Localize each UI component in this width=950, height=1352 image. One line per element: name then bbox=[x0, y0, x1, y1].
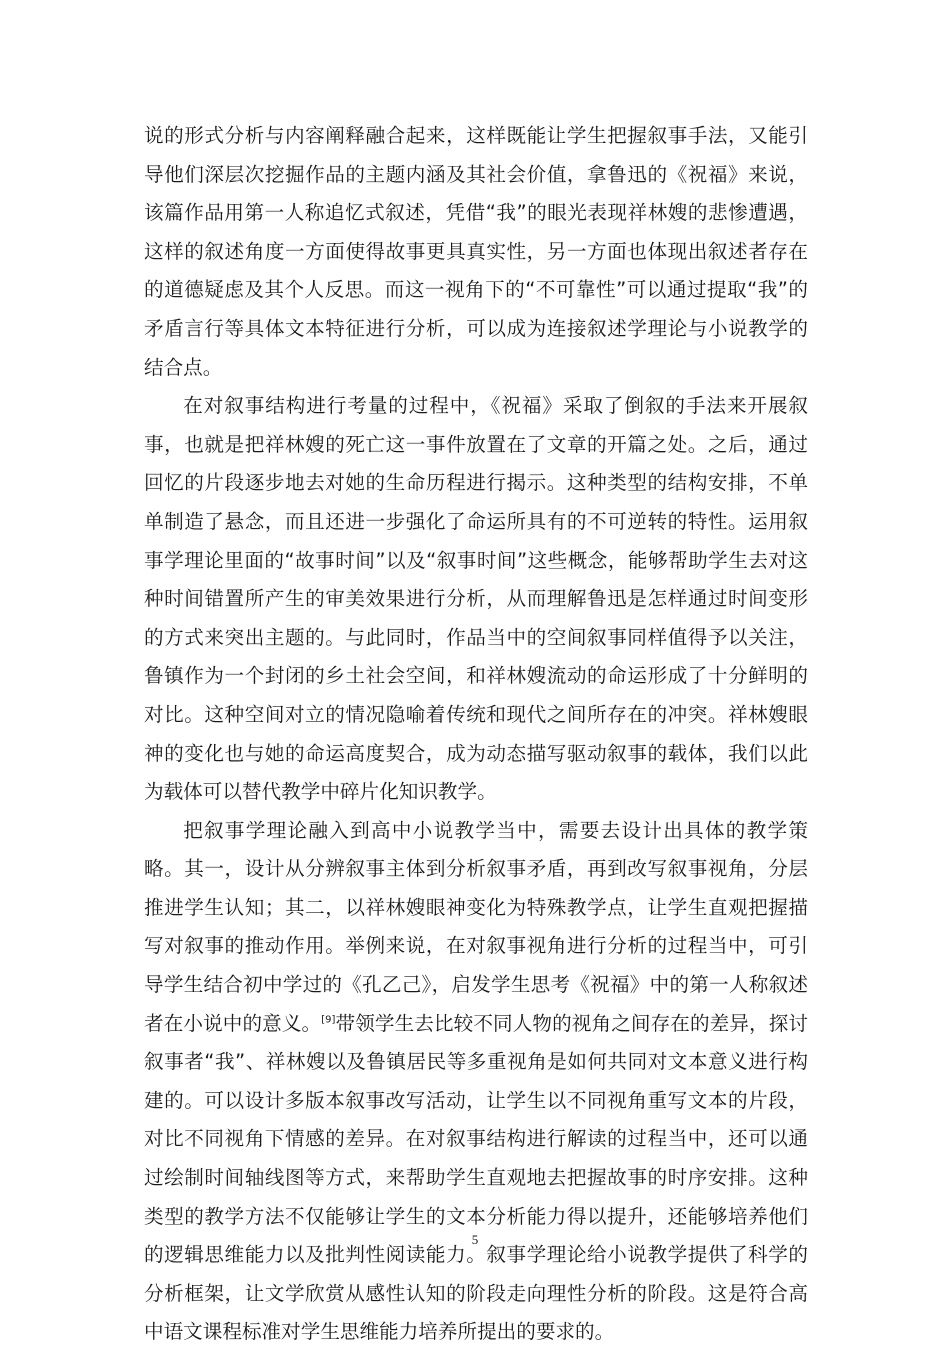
paragraph-2: 在对叙事结构进行考量的过程中，《祝福》采取了倒叙的手法来开展叙事，也就是把祥林嫂的死亡这一事件放置在了文章的开篇之处。之后，通过回忆的片段逐步地去对她的生命历程进行揭示。这种类型的结构安排，不单单制造了悬念，而且还进一步强化了命运所具有的不可逆转的特性。运用叙事学理论里面的“故事时间”以及“叙事时间”这些概念，能够帮助学生去对这种时间错置所产生的审美效果进行分析，从而理解鲁迅是怎样通过时间变形的方式来突出主题的。与此同时，作品当中的空间叙事同样值得予以关注，鲁镇作为一个封闭的乡土社会空间，和祥林嫂流动的命运形成了十分鲜明的对比。这种空间对立的情况隐喻着传统和现代之间所存在的冲突。祥林嫂眼神的变化也与她的命运高度契合，成为动态描写驱动叙事的载体，我们以此为载体可以替代教学中碎片化知识教学。 bbox=[144, 394, 808, 804]
page-number: 5 bbox=[471, 1232, 479, 1247]
paragraph-3-part-1: 把叙事学理论融入到高中小说教学当中，需要去设计出具体的教学策略。其一，设计从分辨叙事主体到分析叙事矛盾，再到改写叙事视角，分层推进学生认知；其二，以祥林嫂眼神变化为特殊教学点，让学生直观把握描写对叙事的推动作用。举例来说，在对叙事视角进行分析的过程当中，可引导学生结合初中学过的《孔乙己》，启发学生思考《祝福》中的第一人称叙述者在小说中的意义。 bbox=[144, 818, 808, 1035]
paragraph-3-part-2: 带领学生去比较不同人物的视角之间存在的差异，探讨叙事者“我”、祥林嫂以及鲁镇居民等多重视角是如何共同对文本意义进行构建的。可以设计多版本叙事改写活动，让学生以不同视角重写文本的片段，对比不同视角下情感的差异。在对叙事结构进行解读的过程当中，还可以通过绘制时间轴线图等方式，来帮助学生直观地去把握故事的时序安排。这种类型的教学方法不仅能够让学生的文本分析能力得以提升，还能够培养他们的逻辑思维能力以及批判性阅读能力。叙事学理论给小说教学提供了科学的分析框架，让文学欣赏从感性认知的阶段走向理性分析的阶段。这是符合高中语文课程标准对学生思维能力培养所提出的要求的。 bbox=[144, 1011, 809, 1344]
paragraph-1: 说的形式分析与内容阐释融合起来，这样既能让学生把握叙事手法，又能引导他们深层次挖掘作品的主题内涵及其社会价值，拿鲁迅的《祝福》来说，该篇作品用第一人称追忆式叙述，凭借“我”的眼光表现祥林嫂的悲惨遭遇，这样的叙述角度一方面使得故事更具真实性，另一方面也体现出叙述者存在的道德疑虑及其个人反思。而这一视角下的“不可靠性”可以通过提取“我”的矛盾言行等具体文本特征进行分析，可以成为连接叙述学理论与小说教学的结合点。 bbox=[144, 124, 808, 379]
paragraph-3 bbox=[144, 812, 808, 1352]
body-text bbox=[144, 117, 808, 1352]
citation-marker: [9] bbox=[321, 1014, 336, 1026]
